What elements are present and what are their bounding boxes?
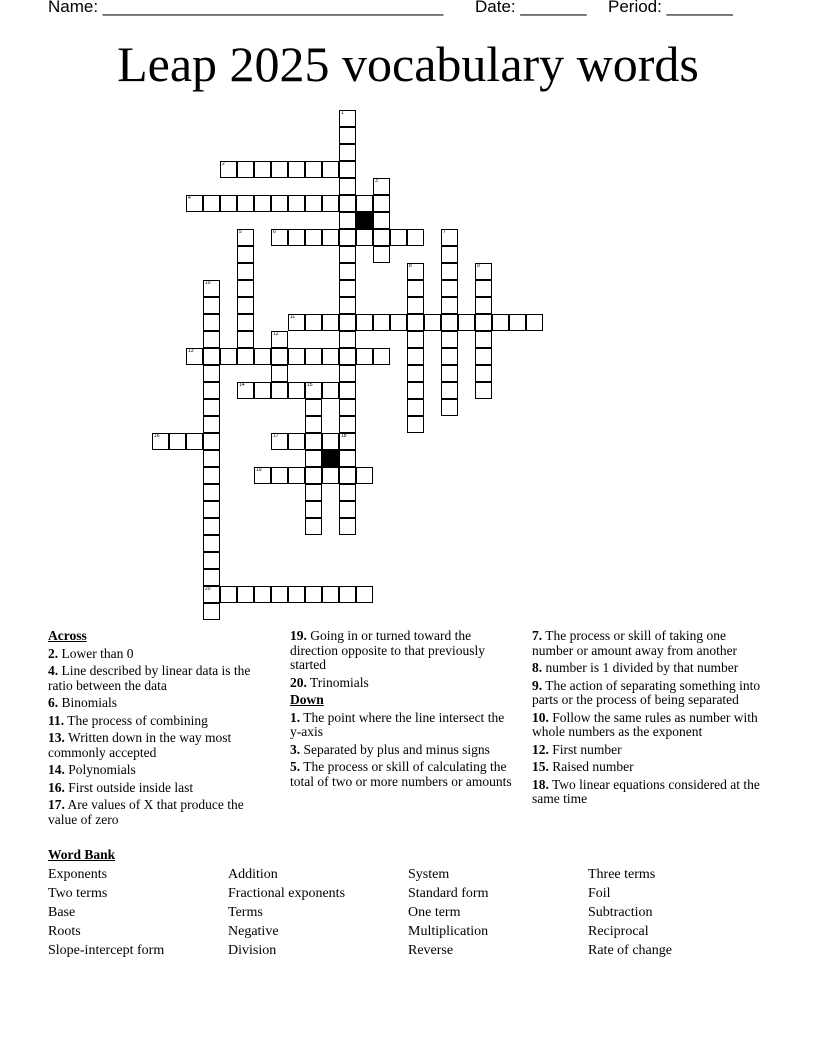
period-field[interactable]: Period: _______ <box>608 0 733 16</box>
clue-text: The process or skill of taking one number or amount away from another <box>532 628 738 658</box>
clue-number: 3 <box>375 178 378 184</box>
across-clue <box>48 696 273 711</box>
crossword-cell[interactable] <box>237 297 254 314</box>
clue-text: Binomials <box>58 695 118 710</box>
clue-number: 20 <box>205 586 211 592</box>
crossword-cell[interactable] <box>305 433 322 450</box>
clue-number: 10 <box>205 280 211 286</box>
across-clue <box>48 647 273 662</box>
word-bank-item: Terms <box>228 905 263 920</box>
word-bank-item: Multiplication <box>408 924 489 939</box>
crossword-cell[interactable] <box>271 382 288 399</box>
word-bank-item: Three terms <box>588 867 656 882</box>
crossword-cell[interactable] <box>254 586 271 603</box>
word-bank-item: Two terms <box>48 886 108 901</box>
crossword-cell[interactable] <box>492 314 509 331</box>
clue-number-label: 20. <box>290 674 307 690</box>
crossword-cell[interactable] <box>322 467 339 484</box>
crossword-cell[interactable] <box>339 195 356 212</box>
across-clue <box>48 763 273 778</box>
crossword-cell[interactable] <box>356 467 373 484</box>
crossword-cell[interactable] <box>271 161 288 178</box>
crossword-cell[interactable] <box>356 314 373 331</box>
clue-text: Trinomials <box>306 674 369 690</box>
down-clue <box>532 743 762 758</box>
crossword-cell[interactable] <box>339 348 356 365</box>
crossword-cell[interactable] <box>305 399 322 416</box>
crossword-cell[interactable] <box>441 399 458 416</box>
crossword-cell[interactable] <box>407 297 424 314</box>
clue-text: The process of combining <box>64 712 208 728</box>
crossword-cell[interactable] <box>237 161 254 178</box>
clue-number-label: 11. <box>48 712 65 728</box>
crossword-cell[interactable] <box>339 127 356 144</box>
clue-text: Raised number <box>548 759 634 774</box>
crossword-cell[interactable] <box>237 246 254 263</box>
word-bank-item: System <box>408 867 450 882</box>
word-bank-item: Exponents <box>48 867 108 882</box>
crossword-cell[interactable] <box>373 229 390 246</box>
clue-number-label: 12. <box>532 741 549 757</box>
crossword-cell[interactable] <box>288 195 305 212</box>
clue-number: 12 <box>273 331 279 337</box>
clue-number: 9 <box>477 263 480 269</box>
word-bank-item: Reverse <box>408 943 454 958</box>
crossword-cell[interactable] <box>203 569 220 586</box>
crossword-cell[interactable] <box>373 246 390 263</box>
word-bank-item: Slope-intercept form <box>48 943 165 958</box>
clue-number-label: 14. <box>48 762 65 777</box>
crossword-cell[interactable] <box>203 535 220 552</box>
word-bank-item: Reciprocal <box>588 924 649 939</box>
clue-number-label: 3. <box>290 741 301 757</box>
crossword-cell[interactable] <box>237 314 254 331</box>
clue-number: 16 <box>154 433 160 439</box>
crossword-cell[interactable] <box>237 331 254 348</box>
crossword-cell[interactable] <box>237 280 254 297</box>
crossword-cell[interactable] <box>237 263 254 280</box>
crossword-cell[interactable] <box>390 229 407 246</box>
crossword-cell[interactable] <box>271 467 288 484</box>
crossword-cell[interactable] <box>441 263 458 280</box>
down-clue-list <box>290 711 515 790</box>
clue-number: 14 <box>239 382 245 388</box>
crossword-cell[interactable] <box>288 382 305 399</box>
crossword-cell[interactable] <box>339 399 356 416</box>
crossword-cell[interactable] <box>254 161 271 178</box>
across-clue <box>48 664 273 693</box>
clue-text: Written down in the way most commonly accepted <box>48 730 232 760</box>
crossword-cell[interactable] <box>288 229 305 246</box>
clue-number-label: 7. <box>532 628 543 643</box>
crossword-cell[interactable] <box>288 348 305 365</box>
clue-number-label: 18. <box>532 776 549 792</box>
crossword-cell[interactable] <box>339 212 356 229</box>
black-cell <box>356 212 373 229</box>
crossword-cell[interactable] <box>322 348 339 365</box>
crossword-cell[interactable] <box>254 382 271 399</box>
crossword-cell[interactable] <box>407 331 424 348</box>
clue-number: 13 <box>188 348 194 354</box>
word-bank-item: Standard form <box>408 886 489 901</box>
black-cell <box>322 450 339 467</box>
crossword-cell[interactable] <box>339 365 356 382</box>
crossword-cell[interactable] <box>305 484 322 501</box>
word-bank-item: Subtraction <box>588 905 653 920</box>
crossword-cell[interactable] <box>203 365 220 382</box>
crossword-cell[interactable] <box>441 331 458 348</box>
clue-number-label: 8. <box>532 660 543 675</box>
crossword-cell[interactable] <box>475 365 492 382</box>
crossword-cell[interactable] <box>305 314 322 331</box>
crossword-cell[interactable] <box>288 586 305 603</box>
word-bank-item: One term <box>408 905 461 920</box>
word-bank-grid <box>48 865 768 960</box>
word-bank-item: Fractional exponents <box>228 886 346 901</box>
crossword-cell[interactable] <box>339 161 356 178</box>
across-clue <box>48 798 273 827</box>
crossword-cell[interactable] <box>237 586 254 603</box>
crossword-cell[interactable] <box>339 280 356 297</box>
clue-number-label: 4. <box>48 663 59 678</box>
crossword-cell[interactable] <box>339 263 356 280</box>
clue-number-label: 17. <box>48 797 65 812</box>
word-bank <box>48 845 768 960</box>
crossword-cell[interactable] <box>169 433 186 450</box>
clue-number-label: 13. <box>48 730 65 745</box>
clue-number-label: 16. <box>48 779 65 795</box>
crossword-cell[interactable] <box>339 144 356 161</box>
clue-number: 1 <box>341 110 344 116</box>
across-clue-list-continued <box>290 629 515 690</box>
crossword-cell[interactable] <box>373 195 390 212</box>
page-title: Leap 2025 vocabulary words <box>117 36 699 92</box>
clue-text: Two linear equations considered at the same time <box>532 776 760 806</box>
clue-number-label: 15. <box>532 759 549 774</box>
crossword-cell[interactable] <box>339 382 356 399</box>
crossword-cell[interactable] <box>203 450 220 467</box>
crossword-cell[interactable] <box>339 229 356 246</box>
crossword-cell[interactable] <box>203 195 220 212</box>
crossword-cell[interactable] <box>322 195 339 212</box>
crossword-cell[interactable] <box>526 314 543 331</box>
word-bank-item: Division <box>228 943 277 958</box>
crossword-cell[interactable] <box>390 314 407 331</box>
clue-number: 18 <box>341 433 347 439</box>
crossword-cell[interactable] <box>186 433 203 450</box>
name-field[interactable]: Name: ____________________________________ <box>48 0 444 16</box>
clue-text: Lower than 0 <box>58 645 134 661</box>
down-clue <box>290 760 515 789</box>
crossword-cell[interactable] <box>271 195 288 212</box>
clue-number: 7 <box>443 229 446 235</box>
crossword-cell[interactable] <box>288 433 305 450</box>
crossword-cell[interactable] <box>356 586 373 603</box>
crossword-cell[interactable] <box>322 161 339 178</box>
crossword-cell[interactable] <box>475 280 492 297</box>
crossword-cell[interactable] <box>407 416 424 433</box>
clue-number-label: 19. <box>290 628 307 643</box>
clue-number-label: 6. <box>48 695 59 710</box>
crossword-cell[interactable] <box>288 467 305 484</box>
crossword-cell[interactable] <box>441 280 458 297</box>
crossword-cell[interactable] <box>203 501 220 518</box>
crossword-cell[interactable] <box>305 229 322 246</box>
crossword-cell[interactable] <box>339 246 356 263</box>
crossword-cell[interactable] <box>339 484 356 501</box>
across-clue-list <box>48 647 273 828</box>
crossword-cell[interactable] <box>220 348 237 365</box>
crossword-cell[interactable] <box>322 382 339 399</box>
clue-text: Going in or turned toward the direction opposite to that previously started <box>290 628 485 672</box>
crossword-cell[interactable] <box>305 586 322 603</box>
clue-number: 5 <box>239 229 242 235</box>
crossword-cell[interactable] <box>407 229 424 246</box>
down-clue <box>532 711 762 740</box>
crossword-cell[interactable] <box>305 348 322 365</box>
crossword-cell[interactable] <box>475 314 492 331</box>
crossword-cell[interactable] <box>288 161 305 178</box>
crossword-cell[interactable] <box>339 586 356 603</box>
across-clue <box>290 676 515 691</box>
crossword-cell[interactable] <box>441 348 458 365</box>
crossword-cell[interactable] <box>305 416 322 433</box>
crossword-cell[interactable] <box>441 314 458 331</box>
down-clue <box>532 629 762 658</box>
crossword-cell[interactable] <box>441 246 458 263</box>
crossword-cell[interactable] <box>339 314 356 331</box>
crossword-cell[interactable] <box>220 586 237 603</box>
date-field[interactable]: Date: _______ <box>475 0 587 16</box>
clue-number-label: 2. <box>48 645 59 661</box>
clue-text: The point where the line intersect the y-axis <box>290 709 505 739</box>
crossword-cell[interactable] <box>407 399 424 416</box>
clue-number-label: 5. <box>290 759 301 774</box>
crossword-cell[interactable] <box>339 450 356 467</box>
crossword-cell[interactable] <box>407 365 424 382</box>
clue-number: 8 <box>409 263 412 269</box>
crossword-cell[interactable] <box>203 382 220 399</box>
crossword-cell[interactable] <box>475 331 492 348</box>
crossword-cell[interactable] <box>237 348 254 365</box>
crossword-cell[interactable] <box>203 314 220 331</box>
down-clue <box>290 711 515 740</box>
crossword-cell[interactable] <box>339 501 356 518</box>
crossword-cell[interactable] <box>322 314 339 331</box>
crossword-cell[interactable] <box>305 161 322 178</box>
crossword-cell[interactable] <box>305 195 322 212</box>
crossword-cell[interactable] <box>407 382 424 399</box>
crossword-cell[interactable] <box>424 314 441 331</box>
clue-number: 15 <box>307 382 313 388</box>
clue-number-label: 10. <box>532 709 549 725</box>
crossword-cell[interactable] <box>458 314 475 331</box>
crossword-cell[interactable] <box>203 518 220 535</box>
crossword-cell[interactable] <box>339 416 356 433</box>
crossword-cell[interactable] <box>322 229 339 246</box>
crossword-cell[interactable] <box>407 280 424 297</box>
clue-text: The process or skill of calculating the total of two or more numbers or amounts <box>290 759 512 789</box>
crossword-cell[interactable] <box>271 348 288 365</box>
crossword-cell[interactable] <box>203 348 220 365</box>
down-clue-list-continued <box>532 629 762 807</box>
crossword-cell[interactable] <box>203 552 220 569</box>
crossword-cell[interactable] <box>254 195 271 212</box>
across-clue <box>48 714 273 729</box>
down-clue <box>532 679 762 708</box>
crossword-cell[interactable] <box>203 297 220 314</box>
crossword-cell[interactable] <box>305 467 322 484</box>
crossword-cell[interactable] <box>237 195 254 212</box>
down-clue <box>290 743 515 758</box>
word-bank-item: Rate of change <box>588 943 672 958</box>
clue-number-label: 9. <box>532 677 543 693</box>
crossword-cell[interactable] <box>441 382 458 399</box>
clue-text: Separated by plus and minus signs <box>300 741 490 757</box>
clue-text: The action of separating something into parts or the process of being separated <box>532 677 761 707</box>
crossword-cell[interactable] <box>339 297 356 314</box>
crossword-cell[interactable] <box>356 195 373 212</box>
crossword-cell[interactable] <box>254 348 271 365</box>
down-clue <box>532 661 762 676</box>
crossword-cell[interactable] <box>475 297 492 314</box>
across-heading: Across <box>48 628 87 643</box>
down-heading: Down <box>290 692 324 707</box>
clue-number-label: 1. <box>290 709 301 725</box>
clue-text: First outside inside last <box>64 779 194 795</box>
crossword-cell[interactable] <box>203 399 220 416</box>
crossword-cell[interactable] <box>203 467 220 484</box>
clue-text: Are values of X that produce the value of zero <box>48 797 244 827</box>
crossword-cell[interactable] <box>373 348 390 365</box>
crossword-cell[interactable] <box>373 314 390 331</box>
crossword-cell[interactable] <box>509 314 526 331</box>
crossword-cell[interactable] <box>407 314 424 331</box>
crossword-cell[interactable] <box>441 297 458 314</box>
word-bank-item: Addition <box>228 867 278 882</box>
clue-number: 2 <box>222 161 225 167</box>
crossword-cell[interactable] <box>271 586 288 603</box>
crossword-cell[interactable] <box>339 467 356 484</box>
crossword-cell[interactable] <box>356 348 373 365</box>
crossword-cell[interactable] <box>373 212 390 229</box>
crossword-cell[interactable] <box>475 382 492 399</box>
clues-column-1 <box>48 629 273 830</box>
crossword-cell[interactable] <box>203 433 220 450</box>
clue-number: 6 <box>273 229 276 235</box>
clues-column-3 <box>532 629 762 810</box>
crossword-cell[interactable] <box>322 586 339 603</box>
crossword-cell[interactable] <box>339 178 356 195</box>
word-bank-heading: Word Bank <box>48 847 116 862</box>
clue-text: number is 1 divided by that number <box>542 660 739 675</box>
crossword-cell[interactable] <box>475 348 492 365</box>
crossword-cell[interactable] <box>203 331 220 348</box>
crossword-cell[interactable] <box>220 195 237 212</box>
crossword-cell[interactable] <box>203 603 220 620</box>
clue-text: Polynomials <box>64 762 136 777</box>
clue-number: 19 <box>256 467 262 473</box>
word-bank-item: Roots <box>48 924 81 939</box>
crossword-cell[interactable] <box>203 484 220 501</box>
crossword-cell[interactable] <box>339 518 356 535</box>
crossword-cell[interactable] <box>407 348 424 365</box>
down-clue <box>532 778 762 807</box>
word-bank-item: Foil <box>588 886 611 901</box>
crossword-cell[interactable] <box>305 501 322 518</box>
across-clue <box>290 629 515 673</box>
clue-text: Follow the same rules as number with whole numbers as the exponent <box>532 709 758 739</box>
crossword-cell[interactable] <box>356 229 373 246</box>
crossword-cell[interactable] <box>322 433 339 450</box>
clue-text: First number <box>548 741 622 757</box>
clue-number: 4 <box>188 195 191 201</box>
crossword-cell[interactable] <box>305 518 322 535</box>
crossword-cell[interactable] <box>339 331 356 348</box>
crossword-cell[interactable] <box>305 450 322 467</box>
word-bank-item: Base <box>48 905 76 920</box>
clue-text: Line described by linear data is the ratio between the data <box>48 663 251 693</box>
across-clue <box>48 781 273 796</box>
clue-number: 17 <box>273 433 279 439</box>
down-clue <box>532 760 762 775</box>
across-clue <box>48 731 273 760</box>
crossword-cell[interactable] <box>441 365 458 382</box>
clue-number: 11 <box>290 314 296 320</box>
crossword-cell[interactable] <box>271 365 288 382</box>
word-bank-item: Negative <box>228 924 279 939</box>
crossword-cell[interactable] <box>203 416 220 433</box>
clues-column-2 <box>290 629 515 792</box>
